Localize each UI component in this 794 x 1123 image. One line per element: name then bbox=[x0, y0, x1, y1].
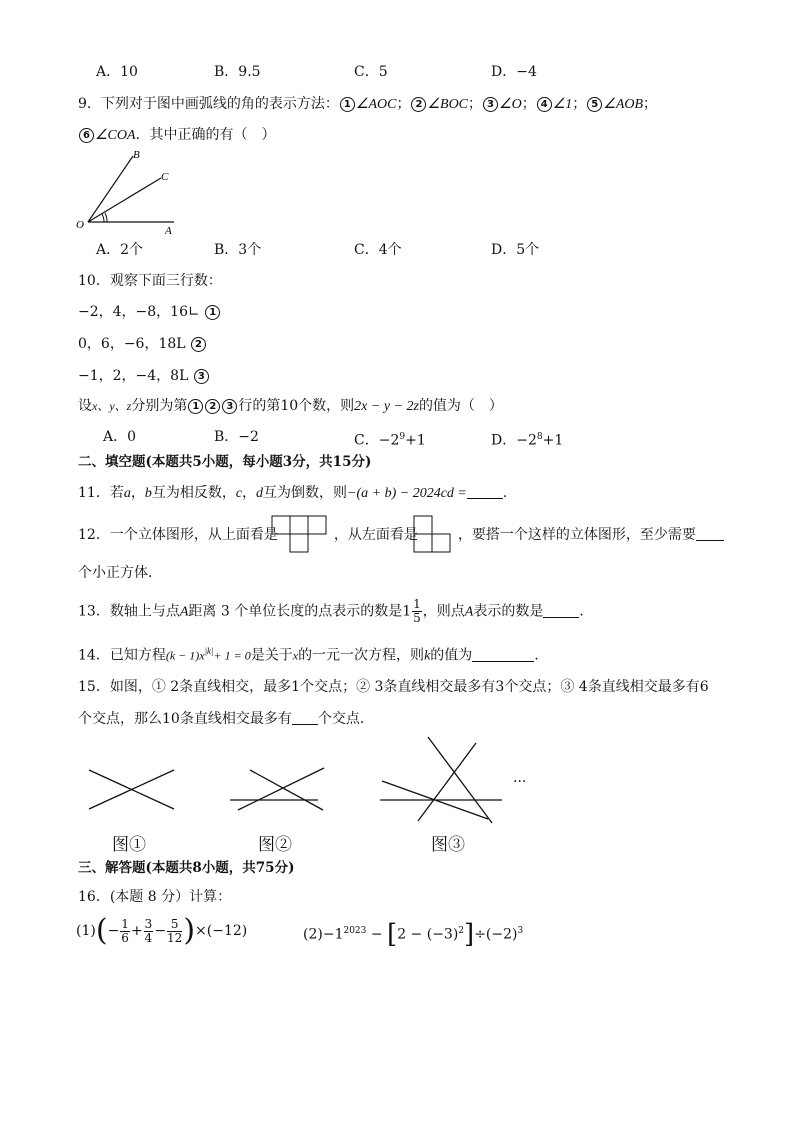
q9-angle-figure bbox=[72, 148, 184, 238]
q9-option-a: A．2个 bbox=[96, 242, 144, 258]
q9-label-b: B bbox=[133, 149, 140, 161]
q12-line1: 12．一个立体图形，从上面看是 ，从左面看是 ，要搭一个这样的立体图形，至少需要 bbox=[78, 525, 724, 545]
q10-stem: 10．观察下面三行数： bbox=[78, 273, 222, 289]
q12-top-view-grid bbox=[271, 515, 329, 553]
q10-option-d: D．$-2^8+1$ bbox=[491, 432, 564, 449]
q9-option-b: B．3个 bbox=[214, 242, 262, 258]
q8-option-a: A．10 bbox=[96, 64, 138, 80]
q10-option-c: C．$-2^9+1$ bbox=[354, 432, 426, 449]
q10-row1: −2，4，−8，16∟ 1 bbox=[78, 302, 221, 322]
q16-part1: (1)(− $\frac{1}{6}$ + $\frac{3}{4}$ − $\frac{5}{12}$ )×(−12) bbox=[76, 913, 248, 948]
q13: 13．数轴上与点A距离 3 个单位长度的点表示的数是1 $\frac{1}{5}$ ，则点A表示的数是 ． bbox=[78, 597, 594, 625]
q8-option-b: B．9.5 bbox=[214, 64, 261, 80]
q12-line2: 个小正方体． bbox=[78, 565, 162, 581]
section2-heading: 二、填空题(本题共5小题，每小题3分，共15分) bbox=[78, 454, 372, 470]
q8-option-c: C．5 bbox=[354, 64, 388, 80]
q15-figure-3 bbox=[378, 733, 506, 825]
q10-option-b: B．−2 bbox=[214, 429, 259, 445]
q11: 11．若a，b互为相反数，c，d互为倒数，则−(a + b) − 2024cd = . bbox=[78, 485, 508, 501]
q9-label-c: C bbox=[161, 171, 169, 183]
q15-fig-label-1: 图① bbox=[112, 835, 146, 855]
q10-option-a: A．0 bbox=[103, 429, 137, 445]
q15-figure-2 bbox=[228, 762, 328, 818]
q9-stem-line2: 6 ∠COA．其中正确的有（ ） bbox=[78, 125, 276, 146]
q16-part2: $(2)-1^{2023} - [2 - (-3)^2]\div(-2)^3$ bbox=[303, 919, 524, 950]
q9-label-o: O bbox=[76, 219, 84, 231]
q15-ellipsis: ··· bbox=[513, 774, 527, 790]
q9-option-c: C．4个 bbox=[354, 242, 402, 258]
q10-question: 设x、y、z分别为第 1 2 3 行的第10个数，则2x − y − 2z的值为（ ） bbox=[78, 398, 503, 414]
q16-stem: 16．(本题 8 分）计算： bbox=[78, 889, 232, 905]
q15-figure-1 bbox=[84, 762, 180, 818]
q15-fig-label-3: 图③ bbox=[431, 835, 465, 855]
q8-option-d: D．−4 bbox=[491, 64, 537, 80]
q9-stem-line1: 9．下列对于图中画弧线的角的表示方法： 1 ∠AOC； 2 ∠BOC； 3 ∠O； 4 ∠1； 5 ∠AOB； bbox=[78, 96, 658, 112]
q15-line2: 个交点，那么10条直线相交最多有 个交点． bbox=[78, 711, 374, 727]
q14: 14．已知方程$(k - 1)x^{|k|}+ 1 = 0$是关于x的一元一次方程，则k的值为 . bbox=[78, 646, 539, 664]
q10-row3: −1，2，−4，8L 3 bbox=[78, 366, 210, 386]
q10-row2: 0，6，−6，18L 2 bbox=[78, 334, 207, 354]
q12-left-view-grid bbox=[413, 515, 453, 553]
q15-line1: 15．如图，① 2条直线相交，最多1个交点；② 3条直线相交最多有3个交点；③ 4条直线相交最多有6 bbox=[78, 679, 709, 695]
q9-label-a: A bbox=[165, 225, 172, 237]
q9-option-d: D．5个 bbox=[491, 242, 540, 258]
q15-fig-label-2: 图② bbox=[258, 835, 292, 855]
section3-heading: 三、解答题(本题共8小题，共75分) bbox=[78, 860, 295, 876]
